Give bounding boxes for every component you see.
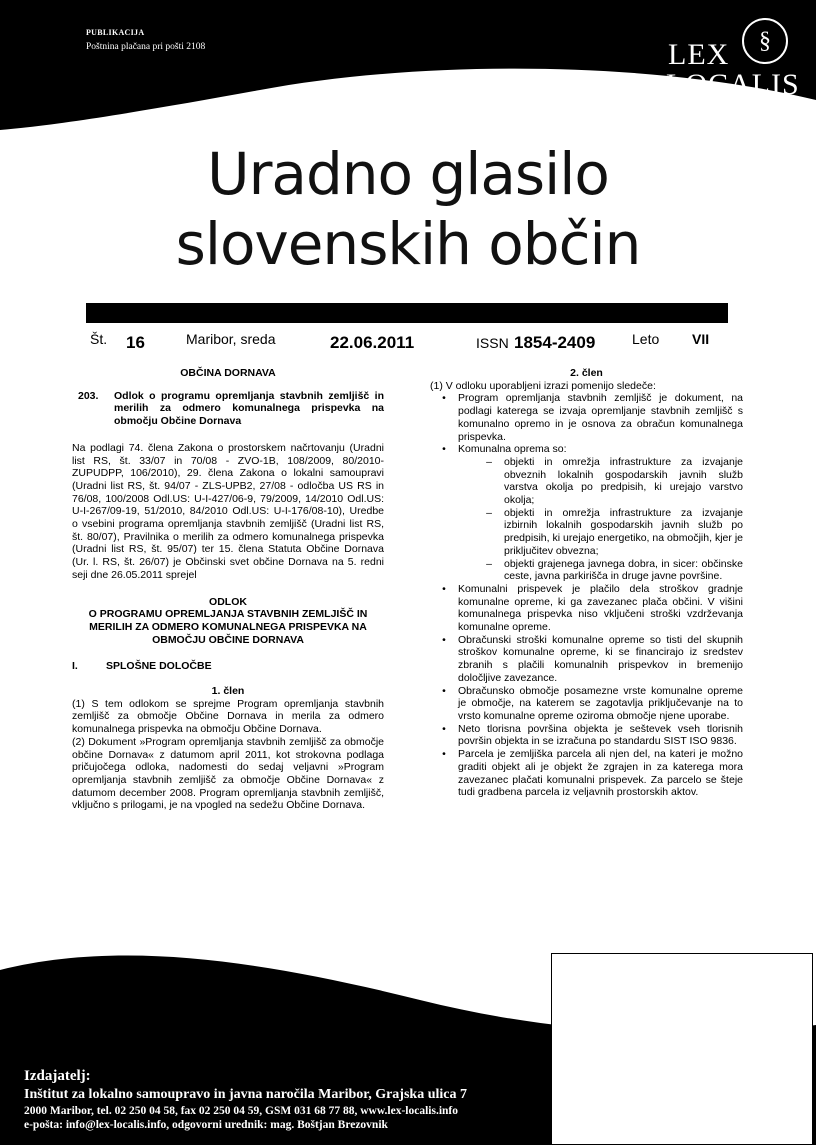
lex-localis-logo [660, 18, 800, 108]
section-number: I. [72, 660, 78, 673]
dash-icon: – [486, 506, 492, 519]
gazette-title-line2: slovenskih občin [175, 210, 641, 278]
sub-list-item: – objekti grajenega javnega dobra, in sicer: občinske ceste, javna parkirišča in druge javne površine. [430, 558, 743, 583]
year-label: Leto [632, 331, 660, 347]
odlok-word: ODLOK [209, 595, 247, 608]
article-2-intro: (1) V odloku uporabljeni izrazi pomenijo sledeče: [430, 379, 656, 392]
list-item: • Neto tlorisna površina objekta je seštevek vseh tlorisnih površin objekta in se izračuna po standardu SIST ISO 9836. [430, 723, 743, 748]
article-2-heading: 2. člen [570, 367, 603, 379]
bullet-icon: • [442, 443, 446, 456]
list-item: • Komunalna oprema so: [430, 443, 743, 456]
issue-date: 22.06.2011 [330, 333, 415, 352]
logo-word-localis: LOCALIS [666, 68, 800, 101]
dash-icon: – [486, 455, 492, 468]
publication-label: PUBLIKACIJA [86, 28, 145, 37]
publisher-name: Inštitut za lokalno samoupravo in javna naročila Maribor, Grajska ulica 7 [24, 1087, 467, 1102]
paragraph-seal-icon: § [742, 18, 788, 64]
issue-number-label: Št. [90, 331, 108, 347]
place-and-day: Maribor, sreda [186, 331, 276, 347]
municipality-heading: OBČINA DORNAVA [180, 367, 276, 379]
year-number: VII [692, 331, 710, 347]
bullet-icon: • [442, 582, 446, 595]
bullet-icon: • [442, 684, 446, 697]
postage-note: Poštnina plačana pri pošti 2108 [86, 42, 206, 52]
sub-list-item: – objekti in omrežja infrastrukture za izvajanje izbirnih lokalnih gospodarskih javnih služb po predpisih, ki urejajo energetiko, na območjih, kjer je priključitev obvezna; [430, 507, 743, 558]
publication-info [86, 28, 205, 52]
publisher-label: Izdajatelj: [24, 1068, 91, 1084]
odlok-title: O PROGRAMU OPREMLJANJA STAVBNIH ZEMLJIŠČ IN MERILIH ZA ODMERO KOMUNALNEGA PRISPEVKA NA OBMOČJU OBČINE DORNAVA [88, 608, 368, 646]
sub-list-item: – objekti in omrežja infrastrukture za izvajanje obveznih lokalnih gospodarskih javnih služb varstva okolja po predpisih, ki urejajo varstvo okolja; [430, 456, 743, 507]
issue-number: 16 [126, 333, 145, 352]
decision-number: 203. [78, 389, 99, 402]
address-box [551, 953, 813, 1145]
logo-word-lex: LEX [668, 38, 730, 71]
issn-label: ISSN [476, 335, 509, 351]
issn-number: 1854-2409 [514, 333, 596, 352]
list-item: • Parcela je zemljiška parcela ali njen del, na kateri je možno graditi objekt ali je objekt že zgrajen in za katerega mora zavezanec plačati komunalni prispevek. Za parcelo se šteje tudi gradbena parcela iz veljavnih prostorskih aktov. [430, 748, 743, 799]
section-title: SPLOŠNE DOLOČBE [106, 660, 212, 673]
section-heading [72, 660, 384, 673]
article-1-paragraph-2: (2) Dokument »Program opremljanja stavbnih zemljišč za območje občine Dornava« z datumom april 2011, kot strokovna podlaga pričujočega odloka, nadomesti do sedaj veljavni »Program opremljanja stavbnih zemljišč za območje Občine Dornava« z datumom december 2008. Program opremljanja stavbnih zemljišč, vključno s prilogami, je na vpogled na sedežu Občine Dornava. [72, 735, 384, 812]
gazette-title-line1: Uradno glasilo [207, 140, 609, 208]
list-item: • Obračunsko območje posamezne vrste komunalne opreme je območje, na katerem se zagotavlja priključevanje na to vrsto komunalne opreme oziroma območje njene uporabe. [430, 685, 743, 723]
list-item: • Program opremljanja stavbnih zemljišč je dokument, na podlagi katerega se izvaja opremljanje stavbnih zemljišč s komunalno opremo in je osnova za obračun komunalnega prispevka. [430, 392, 743, 443]
preamble: Na podlagi 74. člena Zakona o prostorskem načrtovanju (Uradni list RS, št. 33/07 in 70/08 - ZVO-1B, 108/2009, 80/2010-ZUPUDPP, 106/2010), 29. člena Zakona o lokalni samoupravi (Uradni list RS, št. 94/07 - ZLS-UPB2, 27/08 - odločba US RS in 76/08, 100/2008 Odl.US: U-I-427/06-9, 79/2009, 14/2010 Odl.US: U-I-267/09-19, 51/2010, 84/2010 Odl.US: U-I-176/08-10), Uredbe o vsebini programa opremljanja stavbnih zemljišč (Uradni list RS, št. 80/07), Pravilnika o merilih za odmero komunalnega prispevka (Uradni list RS, št. 95/07) ter 15. člena Statuta Občine Dornava (Ur. l. RS, št. 26/07) je Občinski svet občine Dornava na 5. redni seji dne 26.05.2011 sprejel [72, 441, 384, 581]
dash-icon: – [486, 557, 492, 570]
right-column [430, 367, 743, 799]
left-column [72, 367, 384, 812]
article-1-paragraph-1: (1) S tem odlokom se sprejme Program opremljanja stavbnih zemljišč za območje Občine Dornava in merila za odmero komunalnega prispevka na območju Občine Dornava. [72, 697, 384, 736]
bullet-icon: • [442, 722, 446, 735]
decision-title: Odlok o programu opremljanja stavbnih zemljišč in merilih za odmero komunalnega prispevka na območju Občine Dornava [114, 389, 384, 428]
list-item: • Komunalni prispevek je plačilo dela stroškov gradnje komunalne opreme, ki ga zavezanec plača občini. V višini komunalnega prispevka niso vključeni stroški vzdrževanja komunalne opreme. [430, 583, 743, 634]
article-1-heading: 1. člen [211, 685, 245, 698]
publisher-email: e-pošta: info@lex-localis.info, odgovorni urednik: mag. Boštjan Brezovnik [24, 1119, 388, 1131]
decision-heading [72, 390, 384, 428]
publisher-info [24, 1068, 467, 1131]
list-item: • Obračunski stroški komunalne opreme so tisti del skupnih stroškov komunalne opreme, ki se financirajo iz sredstev zbranih s plačili komunalnih prispevkov in bremenijo določljive zavezance. [430, 634, 743, 685]
bullet-icon: • [442, 392, 446, 405]
bullet-icon: • [442, 748, 446, 761]
bullet-icon: • [442, 633, 446, 646]
publisher-contact: 2000 Maribor, tel. 02 250 04 58, fax 02 250 04 59, GSM 031 68 77 88, www.lex-localis.info [24, 1105, 458, 1117]
title-divider-bar [86, 303, 728, 323]
